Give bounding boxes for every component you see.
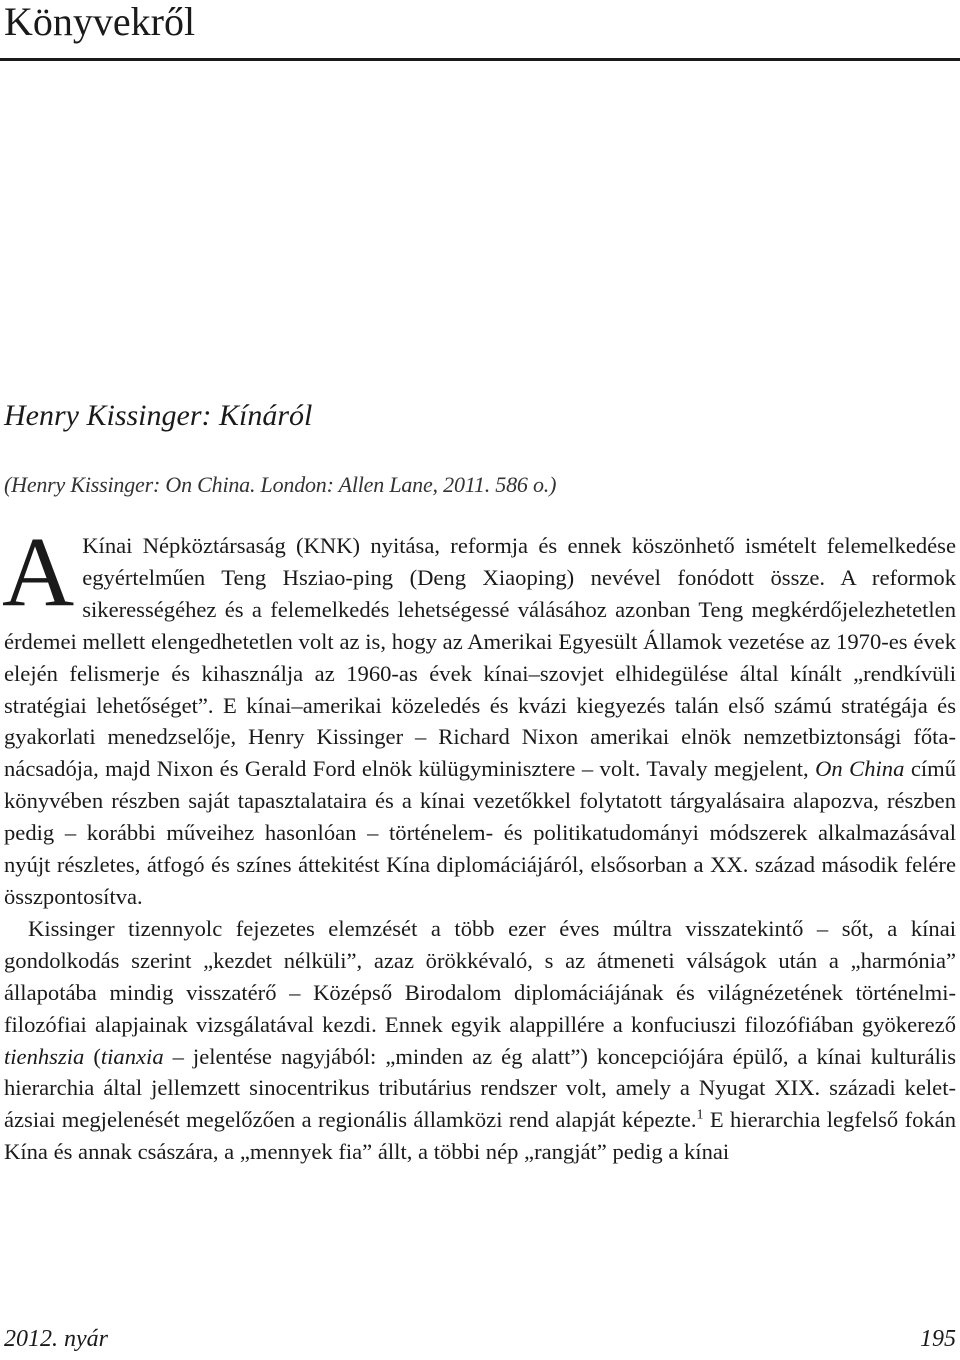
p1-text-2: című könyvében részben saját tapasztalataira és a kínai vezetőkkel folytatott tárgyalásaira alapozva, részben pedig – korábbi műveihez hasonlóan – történelem- és politikatudományi módszerek alkalmazásával nyújt részletes, átfogó és színes áttekitést Kína diplomáciájáról, elsősorban a XX. század második felére összpontosítva. xyxy=(4,756,956,909)
book-bibliographic-info: (Henry Kissinger: On China. London: Allen Lane, 2011. 586 o.) xyxy=(4,472,557,497)
book-title: Henry Kissinger: Kínáról xyxy=(4,399,313,432)
p2-text-4: E hierarchia legfelső fokán Kína és annak császára, a „mennyek fia” állt, a többi nép „rangját” pedig a kínai xyxy=(4,1107,957,1165)
article-body xyxy=(2,516,957,1168)
section-title: Könyvekről xyxy=(4,0,196,44)
footer-issue: 2012. nyár xyxy=(4,1326,108,1352)
header-rule xyxy=(0,58,960,61)
p2-term-italic-2: tianxia xyxy=(100,1043,164,1069)
paragraph-1 xyxy=(2,516,956,913)
p2-text-2: ( xyxy=(84,1043,101,1069)
p1-text-1: Kínai Népköztársaság (KNK) nyitása, reformja és ennek köszönhető ismételt felemelkedése egyértelműen Teng Hsziao-ping (Deng Xiaoping) nevével fonódott össze. A reformok sikerességéhez és a felemelkedés lehetségessé válásához azonban Teng megkérdőjelezhetetlen érdemei mellett elengedhetetlen volt az is, hogy az Amerikai Egyesült Államok vezetése az 1970-es évek elején felismerje és kihasználja az 1960-as évek kínai–szovjet elhidegülése által kínált „rendkívüli stratégiai lehetőséget”. E kínai–amerikai közeledés és kvázi kiegyezés talán első számú stratégája és gyakorlati menedzselője, Henry Kissinger – Richard Nixon amerikai elnök nemzetbiztonsági főtanácsadója, majd Nixon és Gerald Ford elnök külügyminisztere – volt. Tavaly megjelent, xyxy=(4,533,956,782)
p1-book-title-italic: On China xyxy=(815,756,905,782)
drop-cap: A xyxy=(2,516,75,627)
paragraph-2 xyxy=(4,913,956,1168)
p2-text-3: – jelentése nagyjából: „minden az ég alatt”) koncepciójára épülő, a kínai kulturális hierarchia által jellemzett sinocentrikus tributárius rendszer volt, amely a Nyugat XIX. századi kelet-ázsiai megjelenését megelőzően a regionális államközi rend alapját képezte. xyxy=(4,1043,956,1133)
p2-text-1: Kissinger tizennyolc fejezetes elemzését a több ezer éves múltra visszatekintő – sőt, a kínai gondolkodás szerint „kezdet nélküli”, azaz örökkévaló, s az átmeneti válságok után a „harmónia” állapotába mindig visszatérő – Középső Birodalom diplomáciájának és világnézetének történelmi-filozófiai alapjainak vizsgálatával kezdi. Ennek egyik alappillére a konfuciuszi filozófiában gyökerező xyxy=(4,915,956,1037)
p2-term-italic-1: tienhszia xyxy=(4,1043,85,1069)
page-number: 195 xyxy=(920,1326,956,1352)
footnote-marker: 1 xyxy=(696,1107,704,1123)
